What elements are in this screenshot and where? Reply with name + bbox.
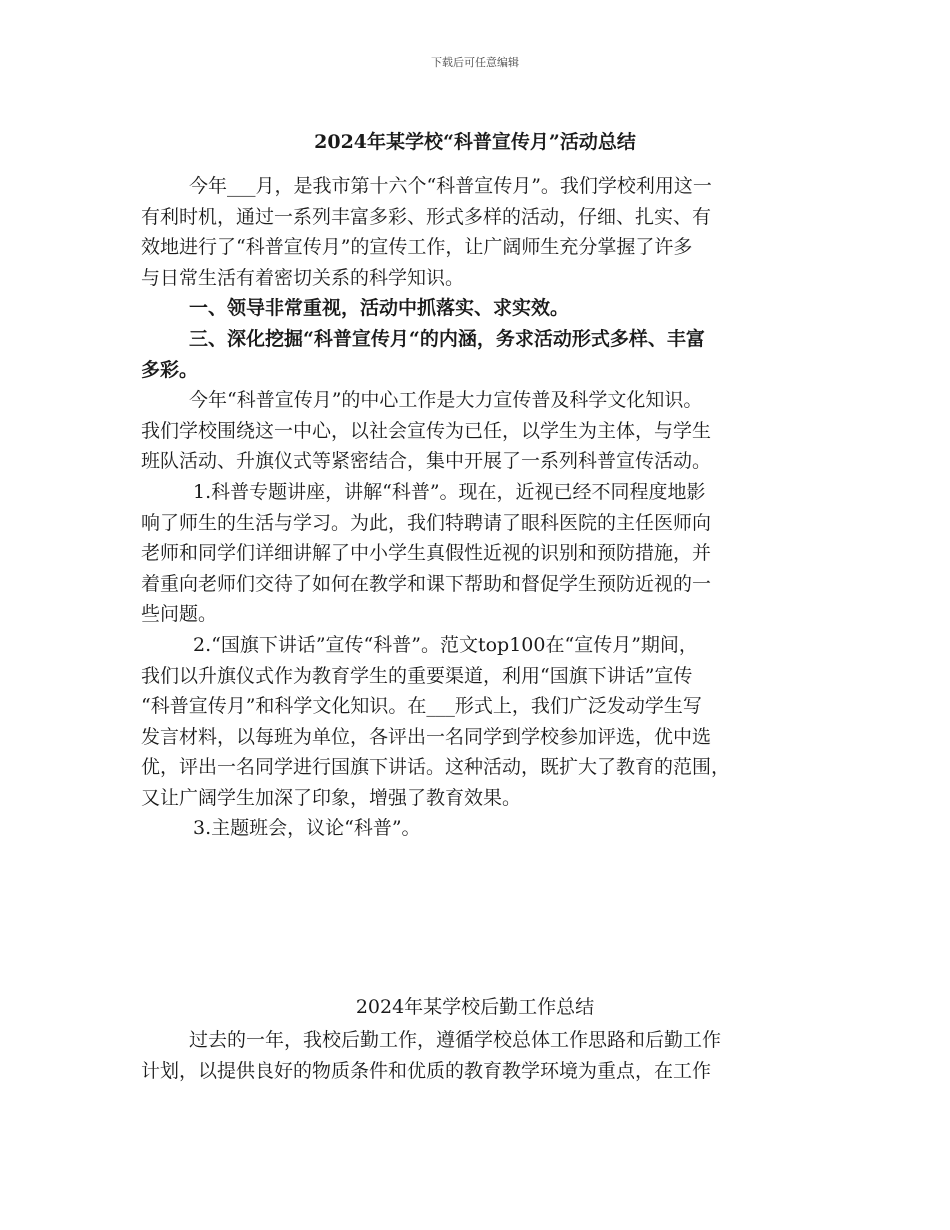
paragraph-line: 些问题。 [141, 603, 218, 626]
document-title: 2024年某学校“科普宣传月”活动总结 [314, 131, 636, 153]
paragraph-line: 效地进行了“科普宣传月”的宣传工作，让广阔师生充分掌握了许多 [141, 236, 693, 259]
paragraph-line: 班队活动、升旗仪式等紧密结合，集中开展了一系列科普宣传活动。 [141, 450, 712, 473]
second-document-title: 2024年某学校后勤工作总结 [355, 996, 595, 1018]
paragraph-line: 今年___月，是我市第十六个“科普宣传月”。我们学校利用这一 [189, 175, 712, 197]
paragraph-line: 我们以升旗仪式作为教育学生的重要渠道，利用“国旗下讲话”宣传 [141, 664, 693, 687]
document-body [141, 171, 813, 844]
section-heading: 多彩。 [141, 358, 199, 381]
paragraph-line: 与日常生活有着密切关系的科学知识。 [141, 266, 465, 289]
section-heading: 一、领导非常重视，活动中抓落实、求实效。 [189, 297, 570, 320]
second-document-body [141, 1025, 813, 1086]
paragraph-line: 优，评出一名同学进行国旗下讲话。这种活动，既扩大了教育的范围， [141, 756, 731, 779]
paragraph-line: 响了师生的生活与学习。为此，我们特聘请了眼科医院的主任医师向 [141, 511, 712, 534]
section-heading: 三、深化挖掘“科普宣传月“的内涵，务求活动形式多样、丰富 [189, 327, 705, 350]
paragraph-line: 着重向老师们交待了如何在教学和课下帮助和督促学生预防近视的一 [141, 572, 712, 595]
paragraph-line: 过去的一年，我校后勤工作，遵循学校总体工作思路和后勤工作 [189, 1029, 722, 1051]
paragraph-line: 3.主题班会，议论“科普”。 [193, 817, 421, 840]
paragraph-line: 发言材料，以每班为单位，各评出一名同学到学校参加评选，优中选 [141, 725, 712, 748]
paragraph-line: 计划，以提供良好的物质条件和优质的教育教学环境为重点，在工作 [141, 1059, 712, 1082]
header-note: 下载后可任意编辑 [431, 56, 519, 69]
paragraph-line: 1.科普专题讲座，讲解“科普”。现在，近视已经不同程度地影 [193, 480, 706, 503]
paragraph-line: 今年“科普宣传月”的中心工作是大力宣传普及科学文化知识。 [189, 389, 703, 412]
paragraph-line: 2.“国旗下讲话”宣传“科普”。范文top100在“宣传月”期间， [193, 633, 698, 656]
paragraph-line: 又让广阔学生加深了印象，增强了教育效果。 [141, 786, 522, 809]
paragraph-line: “科普宣传月”和科学文化知识。在___形式上，我们广泛发动学生写 [141, 695, 702, 718]
paragraph-line: 老师和同学们详细讲解了中小学生真假性近视的识别和预防措施，并 [141, 542, 712, 565]
paragraph-line: 有利时机，通过一系列丰富多彩、形式多样的活动，仔细、扎实、有 [141, 205, 712, 228]
paragraph-line: 我们学校围绕这一中心，以社会宣传为已任，以学生为主体，与学生 [141, 419, 712, 442]
